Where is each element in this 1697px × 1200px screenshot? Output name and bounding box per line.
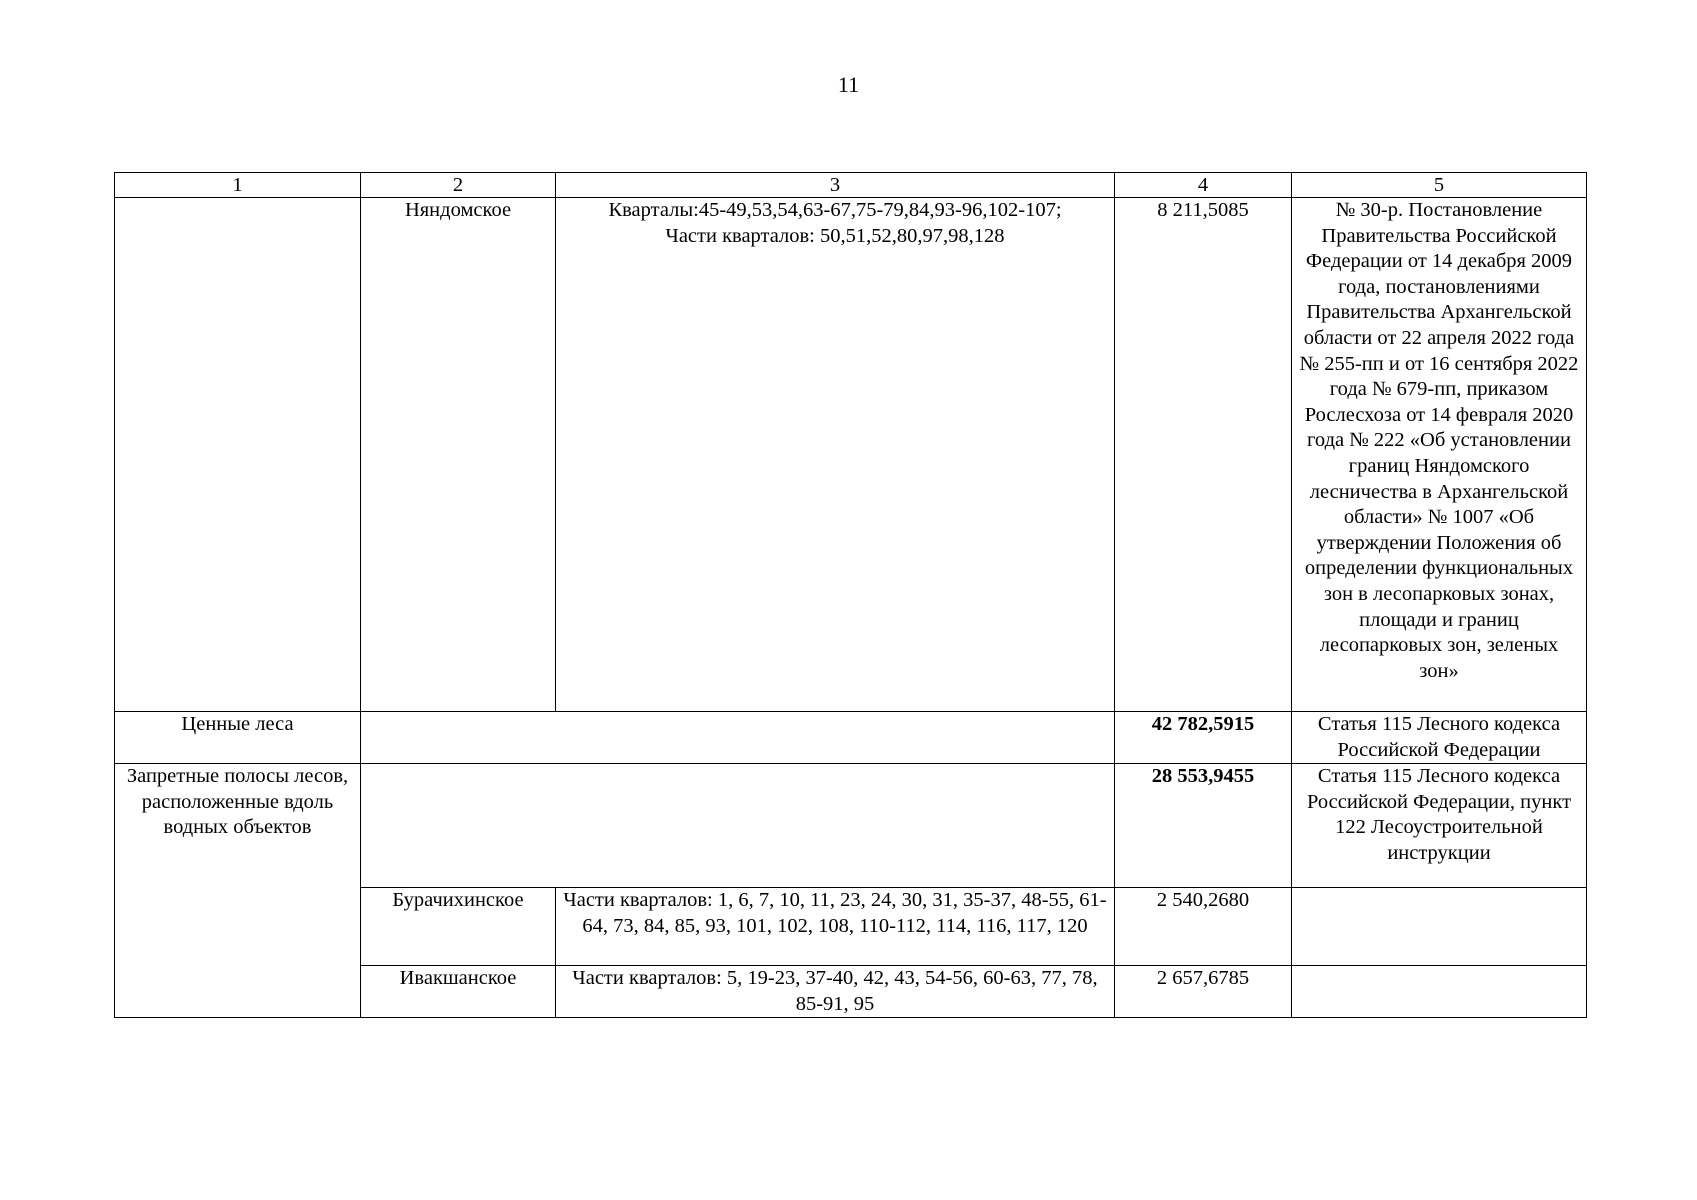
quarters-cell: [556, 198, 1115, 712]
forest-table: [114, 172, 1587, 1018]
legal-basis: Статья 115 Лесного кодекса Российской Федерации, пункт 122 Лесоустроительной инструкции: [1292, 764, 1587, 888]
merged-empty-cell: [361, 764, 1115, 888]
legal-basis: [1292, 888, 1587, 966]
table-row-nyandoma: [115, 198, 1587, 712]
category-name: Ценные леса: [115, 712, 361, 764]
header-cell-5: 5: [1292, 173, 1587, 198]
merged-empty-cell: [361, 712, 1115, 764]
quarters-line: Части кварталов: 50,51,52,80,97,98,128: [665, 224, 1005, 247]
area-value: 2 657,6785: [1115, 966, 1292, 1018]
forestry-name: Бурачихинское: [361, 888, 556, 966]
header-cell-2: 2: [361, 173, 556, 198]
header-cell-1: 1: [115, 173, 361, 198]
forestry-name: Ивакшанское: [361, 966, 556, 1018]
table-header-row: [115, 173, 1587, 198]
quarters-cell: Части кварталов: 5, 19-23, 37-40, 42, 43, 54-56, 60-63, 77, 78, 85-91, 95: [556, 966, 1115, 1018]
legal-basis: Статья 115 Лесного кодекса Российской Федерации: [1292, 712, 1587, 764]
header-cell-4: 4: [1115, 173, 1292, 198]
category-name: Запретные полосы лесов, расположенные вдоль водных объектов: [115, 764, 361, 1018]
area-total: 42 782,5915: [1115, 712, 1292, 764]
forestry-name: Няндомское: [361, 198, 556, 712]
page-number: 11: [837, 72, 860, 97]
area-value: 2 540,2680: [1115, 888, 1292, 966]
legal-basis: № 30-р. Постановление Правительства Российской Федерации от 14 декабря 2009 года, постановлениями Правительства Архангельской области от 22 апреля 2022 года № 255-пп и от 16 сентября 2022 года № 679-пп, приказом Рослесхоза от 14 февраля 2020 года № 222 «Об установлении границ Няндомского лесничества в Архангельской области» № 1007 «Об утверждении Положения об определении функциональных зон в лесопарковых зонах, площади и границ лесопарковых зон, зеленых зон»: [1292, 198, 1587, 712]
table-row-valuable-forests: [115, 712, 1587, 764]
category-cell-empty: [115, 198, 361, 712]
header-cell-3: 3: [556, 173, 1115, 198]
area-value: 8 211,5085: [1115, 198, 1292, 712]
legal-basis: [1292, 966, 1587, 1018]
quarters-cell: Части кварталов: 1, 6, 7, 10, 11, 23, 24, 30, 31, 35-37, 48-55, 61-64, 73, 84, 85, 93, 101, 102, 108, 110-112, 114, 116, 117, 120: [556, 888, 1115, 966]
table-row-banned-strips: [115, 764, 1587, 888]
area-total: 28 553,9455: [1115, 764, 1292, 888]
quarters-line: Кварталы:45-49,53,54,63-67,75-79,84,93-96,102-107;: [608, 199, 1062, 221]
